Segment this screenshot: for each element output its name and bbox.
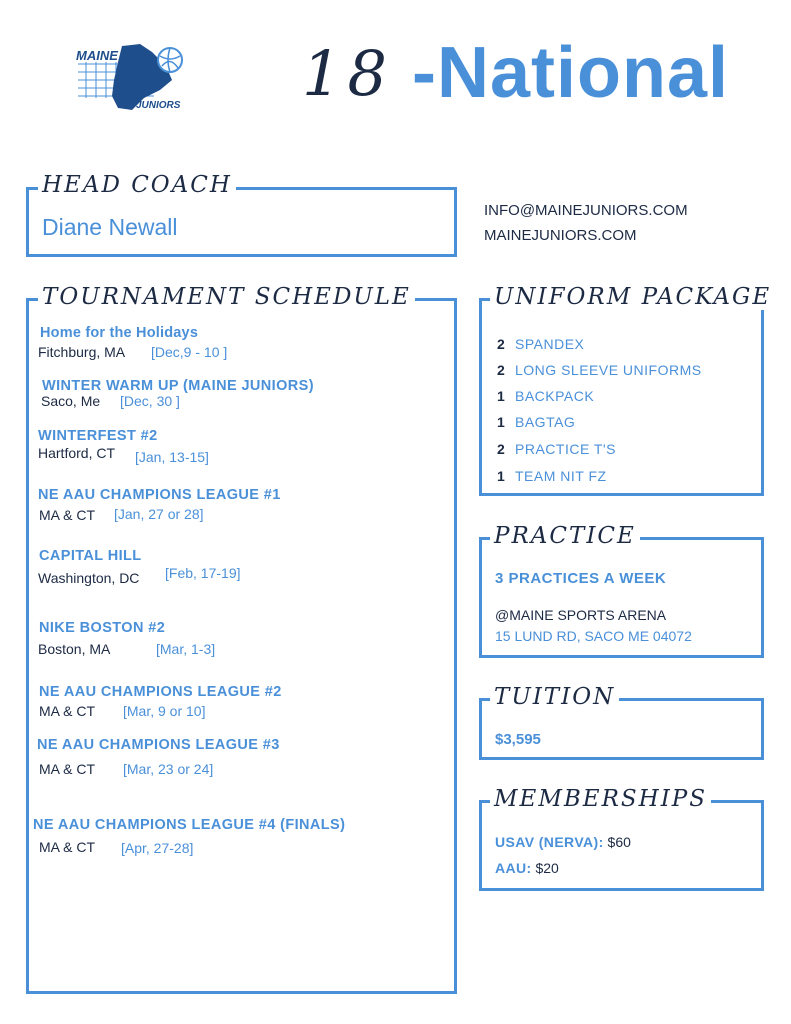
uniform-qty: 2 (497, 362, 505, 378)
contact-email[interactable]: INFO@MAINEJUNIORS.COM (484, 202, 688, 219)
event-location: Washington, DC (38, 570, 140, 586)
tuition-amount: $3,595 (495, 731, 541, 748)
uniform-item (497, 362, 702, 378)
maine-juniors-logo (74, 42, 194, 120)
practice-venue: @MAINE SPORTS ARENA (495, 607, 667, 623)
event-name: WINTER WARM UP (MAINE JUNIORS) (42, 378, 314, 394)
event-date: [Mar, 9 or 10] (123, 703, 206, 719)
event-date: [Dec, 30 ] (120, 393, 180, 409)
event-name: NIKE BOSTON #2 (39, 620, 166, 636)
event-location: MA & CT (39, 703, 96, 719)
event-date: [Dec,9 - 10 ] (151, 344, 228, 360)
event-location: Saco, Me (41, 393, 101, 409)
event-location: MA & CT (39, 507, 96, 523)
event-date: [Feb, 17-19] (165, 565, 241, 581)
tournament-schedule-heading: TOURNAMENT SCHEDULE (38, 284, 415, 310)
head-coach-name: Diane Newall (42, 214, 178, 240)
membership-usav-label: USAV (NERVA): (495, 834, 604, 850)
uniform-qty: 1 (497, 388, 505, 404)
uniform-item-name: SPANDEX (515, 336, 585, 352)
uniform-qty: 2 (497, 441, 505, 457)
membership-aau-price: $20 (535, 860, 559, 876)
event-location: MA & CT (39, 839, 96, 855)
event-name: NE AAU CHAMPIONS LEAGUE #3 (37, 737, 280, 753)
event-location: Hartford, CT (38, 445, 116, 461)
team-name: -National (412, 33, 730, 113)
event-date: [Jan, 13-15] (135, 449, 209, 465)
event-name: NE AAU CHAMPIONS LEAGUE #1 (38, 487, 281, 503)
uniform-item (497, 414, 575, 430)
uniform-item (497, 388, 594, 404)
uniform-qty: 1 (497, 468, 505, 484)
head-coach-heading: HEAD COACH (38, 172, 236, 198)
event-location: Fitchburg, MA (38, 344, 126, 360)
uniform-package-heading: UNIFORM PACKAGE (490, 284, 775, 310)
event-date: [Apr, 27-28] (121, 840, 194, 856)
membership-aau (495, 860, 559, 876)
event-name: Home for the Holidays (40, 325, 199, 341)
membership-usav-price: $60 (607, 834, 631, 850)
event-date: [Mar, 1-3] (156, 641, 216, 657)
event-date: [Jan, 27 or 28] (114, 506, 204, 522)
uniform-item-name: TEAM NIT FZ (515, 468, 607, 484)
uniform-item (497, 336, 584, 352)
team-number: 18 (302, 37, 393, 110)
uniform-item (497, 468, 607, 484)
uniform-qty: 2 (497, 336, 505, 352)
practice-address: 15 LUND RD, SACO ME 04072 (495, 628, 692, 644)
contact-website[interactable]: MAINEJUNIORS.COM (484, 227, 637, 244)
practice-heading: PRACTICE (490, 523, 640, 549)
uniform-item-name: LONG SLEEVE UNIFORMS (515, 362, 702, 378)
event-location: MA & CT (39, 761, 96, 777)
uniform-item-name: PRACTICE T'S (515, 441, 616, 457)
uniform-item (497, 441, 616, 457)
event-name: CAPITAL HILL (39, 548, 142, 564)
membership-usav (495, 834, 631, 850)
event-date: [Mar, 23 or 24] (123, 761, 214, 777)
memberships-heading: MEMBERSHIPS (490, 786, 711, 812)
event-name: WINTERFEST #2 (38, 428, 158, 444)
membership-aau-label: AAU: (495, 860, 532, 876)
logo-text-juniors: JUNIORS (136, 100, 181, 111)
logo-text-maine: MAINE (76, 48, 118, 63)
event-name: NE AAU CHAMPIONS LEAGUE #4 (FINALS) (33, 817, 346, 833)
uniform-qty: 1 (497, 414, 505, 430)
event-location: Boston, MA (38, 641, 111, 657)
tuition-heading: TUITION (490, 684, 619, 710)
event-name: NE AAU CHAMPIONS LEAGUE #2 (39, 684, 282, 700)
practice-frequency: 3 PRACTICES A WEEK (495, 570, 667, 587)
uniform-item-name: BAGTAG (515, 414, 576, 430)
uniform-item-name: BACKPACK (515, 388, 595, 404)
